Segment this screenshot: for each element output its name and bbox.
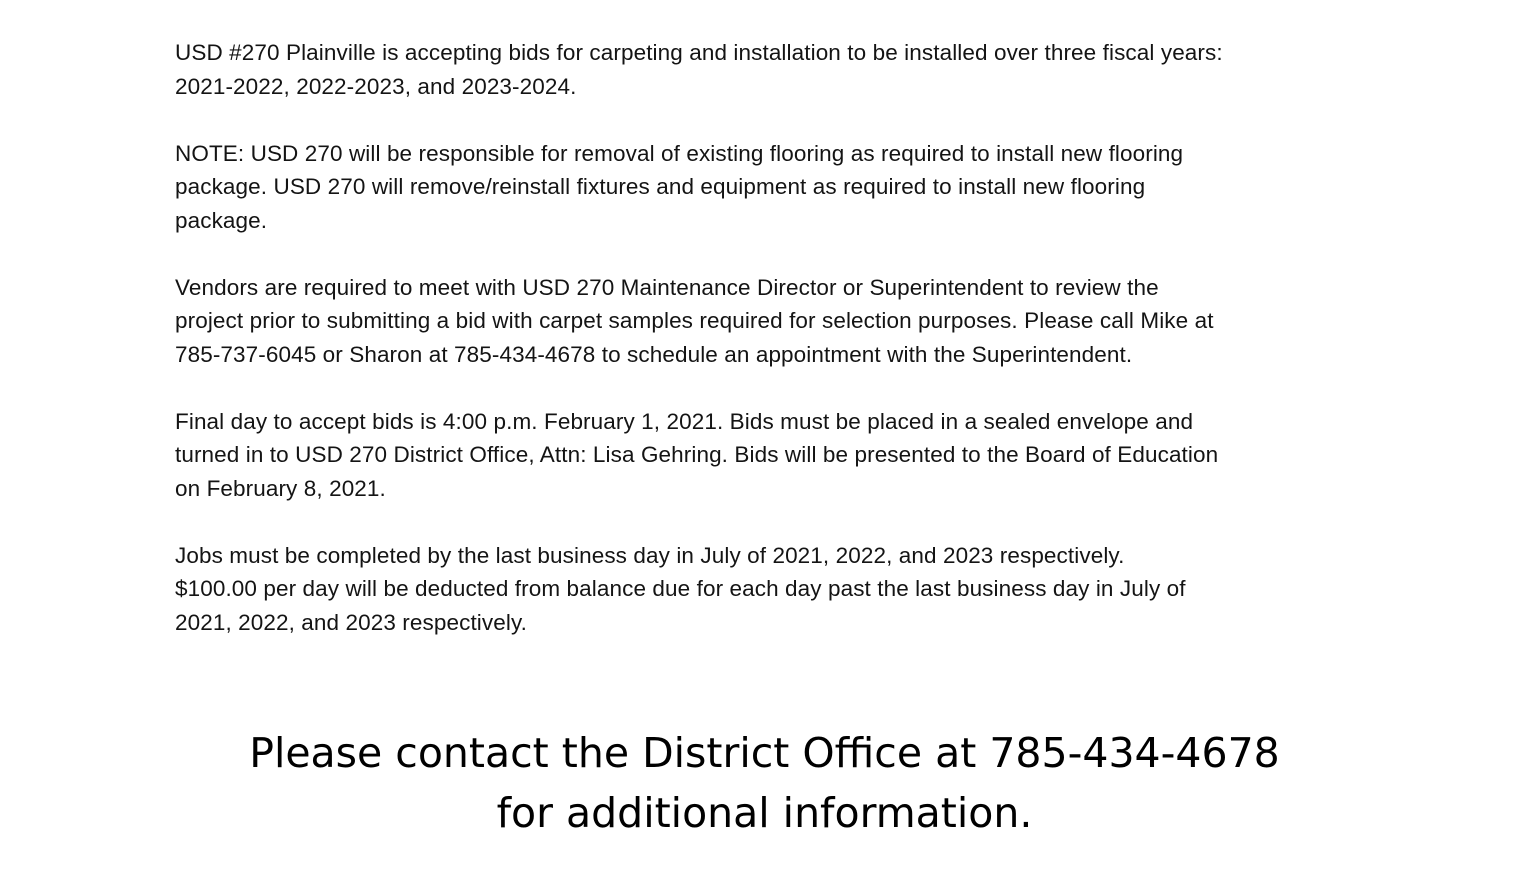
text-line: package. — [175, 207, 268, 233]
paragraph-deadline — [175, 405, 1370, 506]
paragraph-vendors — [175, 271, 1370, 372]
text-line: $100.00 per day will be deducted from balance due for each day past the last business day in July of — [175, 576, 1186, 601]
contact-line: for additional information. — [496, 789, 1033, 837]
contact-callout — [0, 723, 1529, 843]
text-line: NOTE: USD 270 will be responsible for removal of existing flooring as required to install new flooring — [175, 140, 1184, 166]
text-line: 2021-2022, 2022-2023, and 2023-2024. — [175, 73, 577, 99]
paragraph-completion — [175, 539, 1370, 640]
bid-notice — [175, 36, 1370, 673]
text-line: project prior to submitting a bid with carpet samples required for selection purposes. Please call Mike at — [175, 308, 1214, 333]
contact-line: Please contact the District Office at 785-434-4678 — [249, 729, 1280, 777]
text-line: 2021, 2022, and 2023 respectively. — [175, 609, 527, 635]
text-line: USD #270 Plainville is accepting bids for carpeting and installation to be installed over three fiscal years: — [175, 40, 1223, 65]
paragraph-note — [175, 137, 1370, 238]
text-line: Jobs must be completed by the last business day in July of 2021, 2022, and 2023 respectively. — [175, 542, 1125, 568]
text-line: Final day to accept bids is 4:00 p.m. February 1, 2021. Bids must be placed in a sealed envelope and — [175, 408, 1194, 434]
paragraph-intro — [175, 36, 1370, 103]
text-line: Vendors are required to meet with USD 270 Maintenance Director or Superintendent to review the — [175, 274, 1159, 300]
text-line: 785-737-6045 or Sharon at 785-434-4678 to schedule an appointment with the Superintendent. — [175, 341, 1133, 367]
text-line: on February 8, 2021. — [175, 475, 386, 501]
text-line: package. USD 270 will remove/reinstall fixtures and equipment as required to install new flooring — [175, 174, 1146, 199]
text-line: turned in to USD 270 District Office, Attn: Lisa Gehring. Bids will be presented to the Board of Education — [175, 442, 1219, 467]
